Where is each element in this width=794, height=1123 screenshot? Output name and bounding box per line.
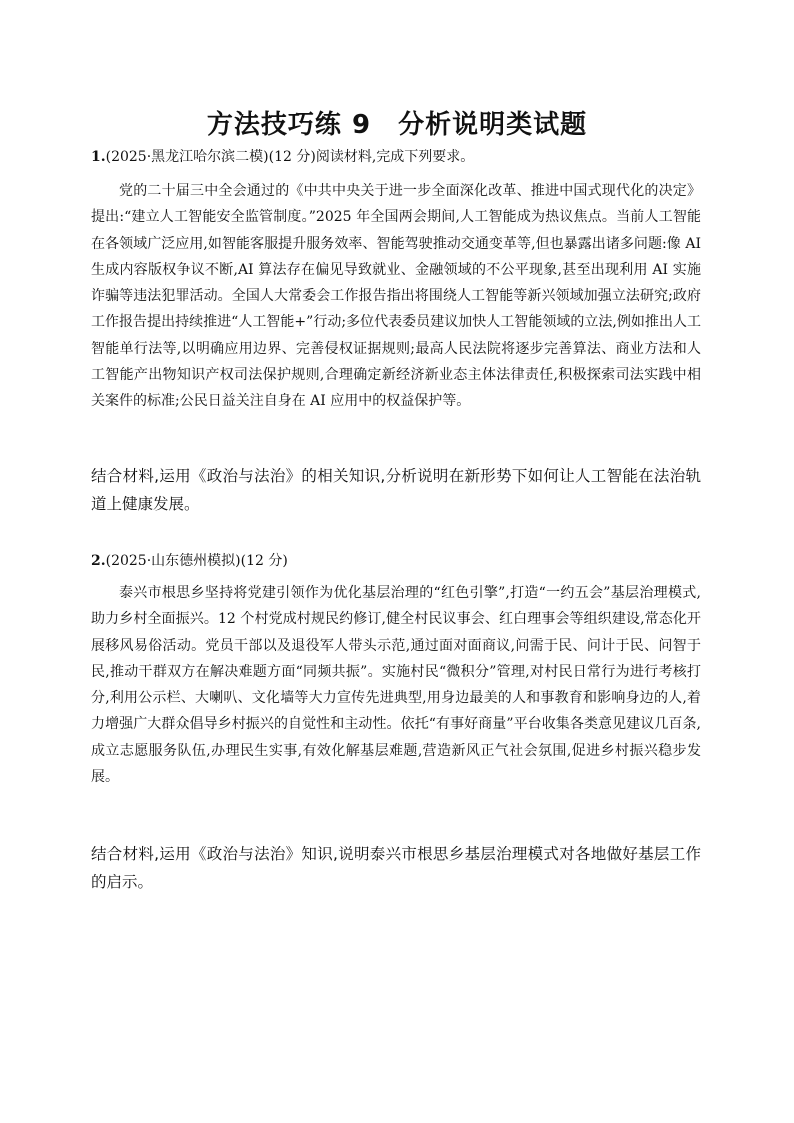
question-1-header bbox=[91, 147, 711, 167]
question-2-source: (2025·山东德州模拟)(12 分) bbox=[105, 553, 288, 569]
question-1-task: 结合材料,运用《政治与法治》的相关知识,分析说明在新形势下如何让人工智能在法治轨道上健康发展。 bbox=[91, 467, 701, 513]
question-1-source: (2025·黑龙江哈尔滨二模)(12 分) bbox=[105, 149, 316, 165]
question-1-instruction: 阅读材料,完成下列要求。 bbox=[315, 149, 475, 165]
question-2-material: 泰兴市根思乡坚持将党建引领作为优化基层治理的“红色引擎”,打造“一约五会”基层治理模式,助力乡村全面振兴。12 个村党成村规民约修订,健全村民议事会、红白理事会等组织建设,常态化开展移风易俗活动。党员干部以及退役军人带头示范,通过面对面商议,问需于民、问计于民、问智于民,推动干群双方在解决难题方面“同频共振”。实施村民“微积分”管理,对村民日常行为进行考核打分,利用公示栏、大喇叭、文化墙等大力宣传先进典型,用身边最美的人和事教育和影响身边的人,着力增强广大群众倡导乡村振兴的自觉性和主动性。依托“有事好商量”平台收集各类意见建议几百条,成立志愿服务队伍,办理民生实事,有效化解基层难题,营造新风正气社会氛围,促进乡村振兴稳步发展。 bbox=[91, 585, 701, 786]
question-2-number: 2. bbox=[91, 553, 106, 569]
question-1-number: 1. bbox=[91, 149, 106, 165]
question-2-header bbox=[91, 551, 711, 571]
question-1-material: 党的二十届三中全会通过的《中共中央关于进一步全面深化改革、推进中国式现代化的决定》提出:“建立人工智能安全监管制度。”2025 年全国两会期间,人工智能成为热议焦点。当前人工智能在各领域广泛应用,如智能客服提升服务效率、智能驾驶推动交通变革等,但也暴露出诸多问题:像 AI 生成内容版权争议不断,AI 算法存在偏见导致就业、金融领域的不公平现象,甚至出现利用 AI 实施诈骗等违法犯罪活动。全国人大常委会工作报告指出将围绕人工智能等新兴领域加强立法研究;政府工作报告提出持续推进“人工智能+”行动;多位代表委员建议加快人工智能领域的立法,例如推出人工智能单行法等,以明确应用边界、完善侵权证据规则;最高人民法院将逐步完善算法、商业方法和人工智能产出物知识产权司法保护规则,合理确定新经济新业态主体法律责任,积极探索司法实践中相关案件的标准;公民日益关注自身在 AI 应用中的权益保护等。 bbox=[91, 183, 701, 410]
page-title: 方法技巧练 9 分析说明类试题 bbox=[206, 110, 588, 140]
question-2-task: 结合材料,运用《政治与法治》知识,说明泰兴市根思乡基层治理模式对各地做好基层工作的启示。 bbox=[91, 845, 701, 891]
